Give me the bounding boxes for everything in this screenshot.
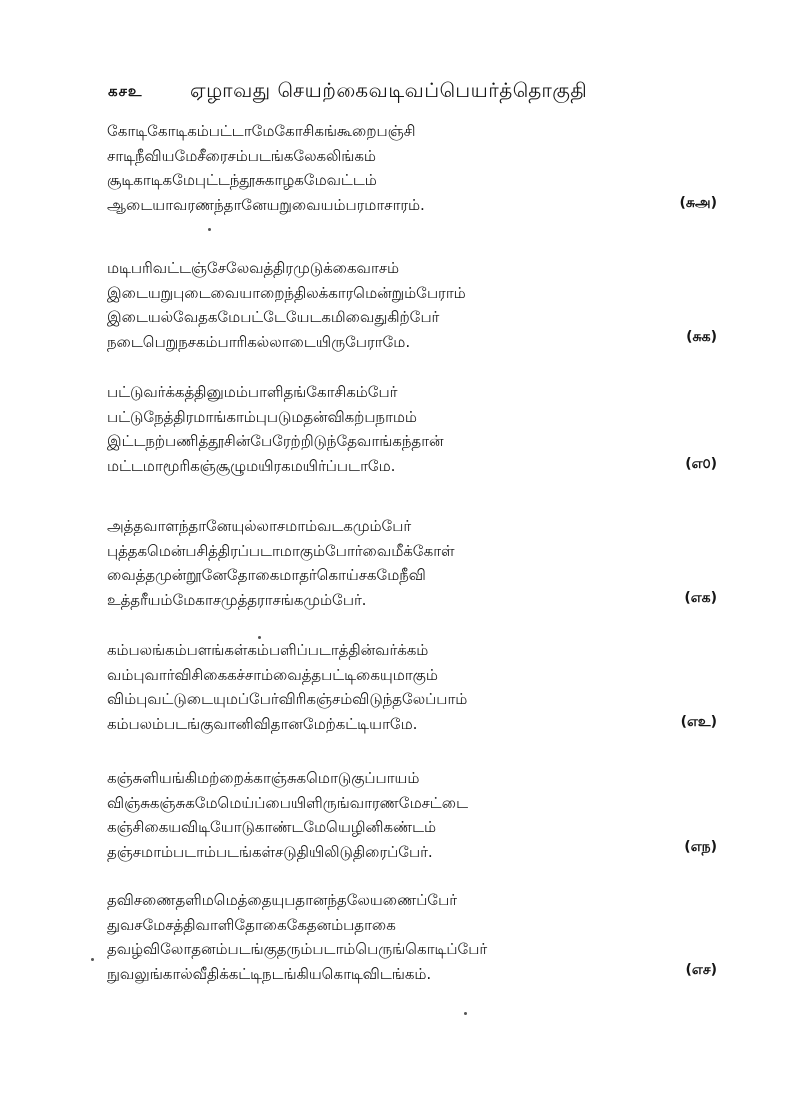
verse-number: (எந) [684, 839, 717, 855]
verse-line: இட்டநற்பணித்தூசின்பேரேற்றிடுந்தேவாங்கந்தான் [107, 432, 444, 450]
verse-number: (எஉ) [680, 714, 717, 730]
verse-number: (எக) [684, 590, 717, 606]
verse-line: மட்டமாமூரிகஞ்சூழுமயிரகமயிர்ப்படாமே. [107, 456, 396, 475]
verse-line: இடையல்வேதகமேபட்டேயேடகமிவைதுகிற்பேர் [107, 308, 440, 326]
verse-line: உத்தரீயம்மேகாசமுத்தராசங்கமும்பேர். [107, 590, 367, 609]
verse-line: விஞ்சுகஞ்சுகமேமெய்ப்பையிளிருங்வாரணமேசட்டை [107, 793, 468, 812]
scan-speck [91, 958, 94, 961]
verse-line: கம்பலங்கம்பளங்கள்கம்பளிப்படாத்தின்வர்க்கம் [107, 641, 429, 659]
verse-line: பட்டுவர்க்கத்தினுமம்பாளிதங்கோசிகம்பேர் [107, 383, 398, 401]
verse-line: பட்டுநேத்திரமாங்காம்புபடுமதன்விகற்பநாமம் [107, 407, 417, 426]
verse-number: (சுக) [686, 329, 717, 345]
verse-line: நடைபெறுநசகம்பாரிகல்லாடையிருபேராமே. [107, 332, 410, 351]
verse-line: மடிபரிவட்டஞ்சேலேவத்திரமுடுக்கைவாசம் [107, 259, 399, 277]
verse-line: கம்பலம்படங்குவானிவிதானமேற்கட்டியாமே. [107, 714, 418, 733]
scan-speck [464, 1012, 467, 1015]
verse-number: (சுஅ) [679, 195, 717, 211]
verse-line: கஞ்சிகையவிடியோடுகாண்டமேயெழினிகண்டம் [107, 818, 437, 836]
verse-line: கஞ்சுளியங்கிமற்றைக்காஞ்சுகமொடுகுப்பாயம் [107, 769, 420, 787]
page-number: கசஉ [108, 82, 143, 100]
verse-line: தவிசணைதளிமமெத்தையுபதானந்தலேயணைப்பேர் [107, 891, 457, 909]
verse-line: வம்புவார்விசிகைகச்சாம்வைத்தபட்டிகையுமாகும் [107, 665, 438, 684]
verse-line: தவழ்விலோதனம்படங்குதரும்படாம்பெருங்கொடிப்பேர் [107, 940, 488, 958]
verse-line: அத்தவாளந்தானேயுல்லாசமாம்வடகமும்பேர் [107, 517, 412, 535]
stanza [107, 514, 717, 612]
running-title: ஏழாவது செயற்கைவடிவப்பெயர்த்தொகுதி [190, 78, 588, 102]
verse-line: துவசமேசத்திவாளிதோகைகேதனம்பதாகை [107, 915, 396, 934]
stanza [107, 256, 717, 354]
stanza [107, 380, 717, 478]
scan-speck [258, 636, 261, 639]
verse-number: (எ௦) [685, 456, 717, 472]
verse-line: சூடிகாடிகமேபுட்டந்தூசுகாழகமேவட்டம் [107, 171, 377, 189]
verse-line: நுவலுங்கால்வீதிக்கட்டிநடங்கியகொடிவிடங்கம். [107, 964, 432, 983]
verse-line: விம்புவட்டுடையுமப்பேர்விரிகஞ்சம்விடுந்தலேப்பாம் [107, 690, 468, 708]
stanza [107, 766, 717, 864]
verse-line: புத்தகமென்பசித்திரப்படாமாகும்போர்வைமீக்கோள் [107, 541, 455, 560]
stanza [107, 638, 717, 736]
verse-line: கோடிகோடிகம்பட்டாமேகோசிகங்கூறைபஞ்சி [107, 122, 416, 140]
verse-line: வைத்தமுன்றூனேதோகைமாதர்கொய்சகமேநீவி [107, 566, 426, 584]
verse-line: ஆடையாவரணந்தானேயறுவையம்பரமாசாரம். [107, 195, 425, 214]
verse-line: தஞ்சமாம்படாம்படங்கள்சடுதியிலிடுதிரைப்பேர். [107, 842, 433, 861]
stanza [107, 888, 717, 986]
verse-line: சாடிநீவியமேசீரைசம்படங்கலேகலிங்கம் [107, 146, 376, 165]
verse-number: (எச) [685, 962, 717, 978]
scan-speck [208, 228, 211, 231]
verse-line: இடையறுபுடைவையாறைந்திலக்காரமென்றும்பேராம் [107, 283, 466, 302]
stanza [107, 119, 717, 217]
